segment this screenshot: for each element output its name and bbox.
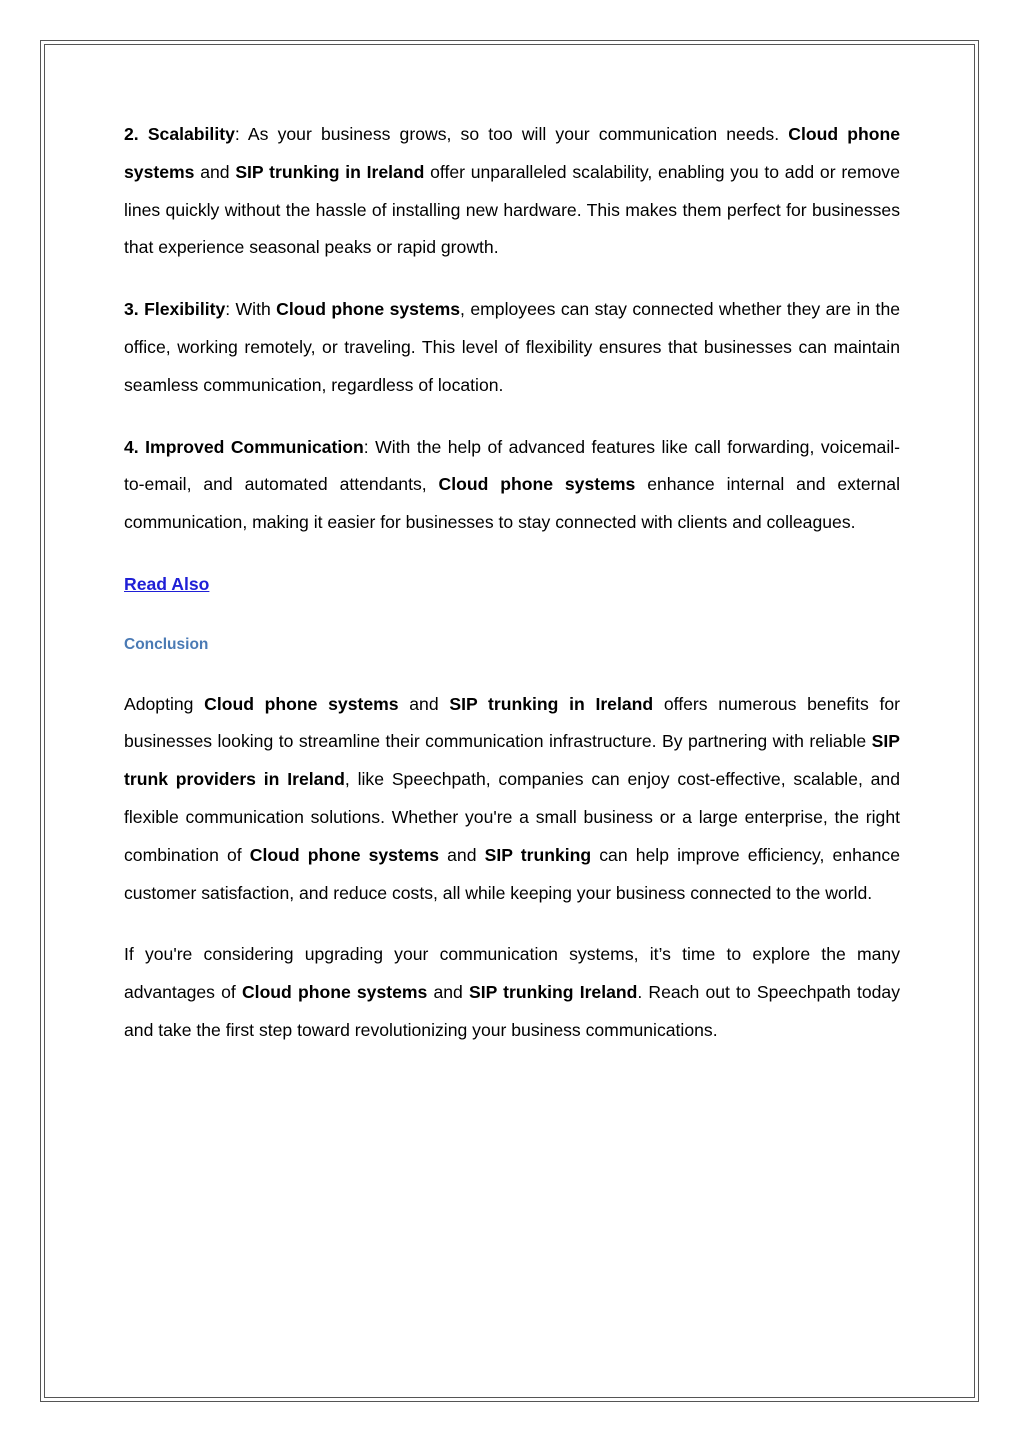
text: : With xyxy=(225,299,277,320)
bold-term: Cloud phone systems xyxy=(124,124,901,182)
text: , employees can stay connected whether they are in the office, working remotely, or traveling. This level of flexibility ensures that businesses can maintain seamless communication, regardless of location. xyxy=(124,299,901,395)
text: : With the help of advanced features like call forwarding, voicemail-to-email, and automated attendants, xyxy=(124,436,901,495)
text: and xyxy=(427,982,469,1003)
bold-term: SIP trunking xyxy=(484,844,592,865)
paragraph-conclusion xyxy=(124,686,900,913)
bold-term: Cloud phone systems xyxy=(276,299,461,320)
text: offer unparalleled scalability, enabling you to add or remove lines quickly without the hassle of installing new hardware. This makes them perfect for businesses that experience seasonal peaks or rapid growth. xyxy=(124,161,900,258)
paragraph-closing xyxy=(124,936,900,1049)
bold-term: Cloud phone systems xyxy=(241,982,428,1003)
text: enhance internal and external communication, making it easier for businesses to stay connected with clients and colleagues. xyxy=(124,474,900,533)
read-also-link[interactable]: Read Also xyxy=(124,573,210,594)
communication-label: 4. Improved Communication xyxy=(124,436,364,457)
conclusion-heading: Conclusion xyxy=(124,635,209,653)
text: and xyxy=(194,161,236,182)
scalability-label: 2. Scalability xyxy=(124,124,235,144)
paragraph-communication xyxy=(124,429,900,542)
text: , like Speechpath, companies can enjoy cost-effective, scalable, and flexible communication solutions. Whether you're a small business or a large enterprise, the right combination of xyxy=(124,769,900,865)
bold-term: SIP trunking in Ireland xyxy=(449,693,654,714)
text: If you're considering upgrading your communication systems, it’s time to explore the many advantages of xyxy=(124,944,900,1003)
paragraph-flexibility xyxy=(124,291,900,404)
document-body xyxy=(124,116,900,1074)
bold-term: Cloud phone systems xyxy=(204,693,399,714)
bold-term: Cloud phone systems xyxy=(249,844,440,865)
text: and xyxy=(439,844,485,865)
text: offers numerous benefits for businesses looking to streamline their communication infrastructure. By partnering with reliable xyxy=(124,693,900,752)
bold-term: SIP trunking in Ireland xyxy=(235,161,425,182)
bold-term: Cloud phone systems xyxy=(438,474,636,495)
text: : As your business grows, so too will your communication needs. xyxy=(234,124,789,144)
text: Adopting xyxy=(124,693,205,714)
flexibility-label: 3. Flexibility xyxy=(124,299,226,320)
bold-term: SIP trunk providers in Ireland xyxy=(124,731,900,790)
text: . Reach out to Speechpath today and take the first step toward revolutionizing your business communications. xyxy=(124,982,900,1040)
text: can help improve efficiency, enhance customer satisfaction, and reduce costs, all while keeping your business connected to the world. xyxy=(124,844,901,903)
text: and xyxy=(398,693,450,714)
paragraph-scalability xyxy=(124,116,900,267)
bold-term: SIP trunking Ireland xyxy=(468,982,638,1003)
